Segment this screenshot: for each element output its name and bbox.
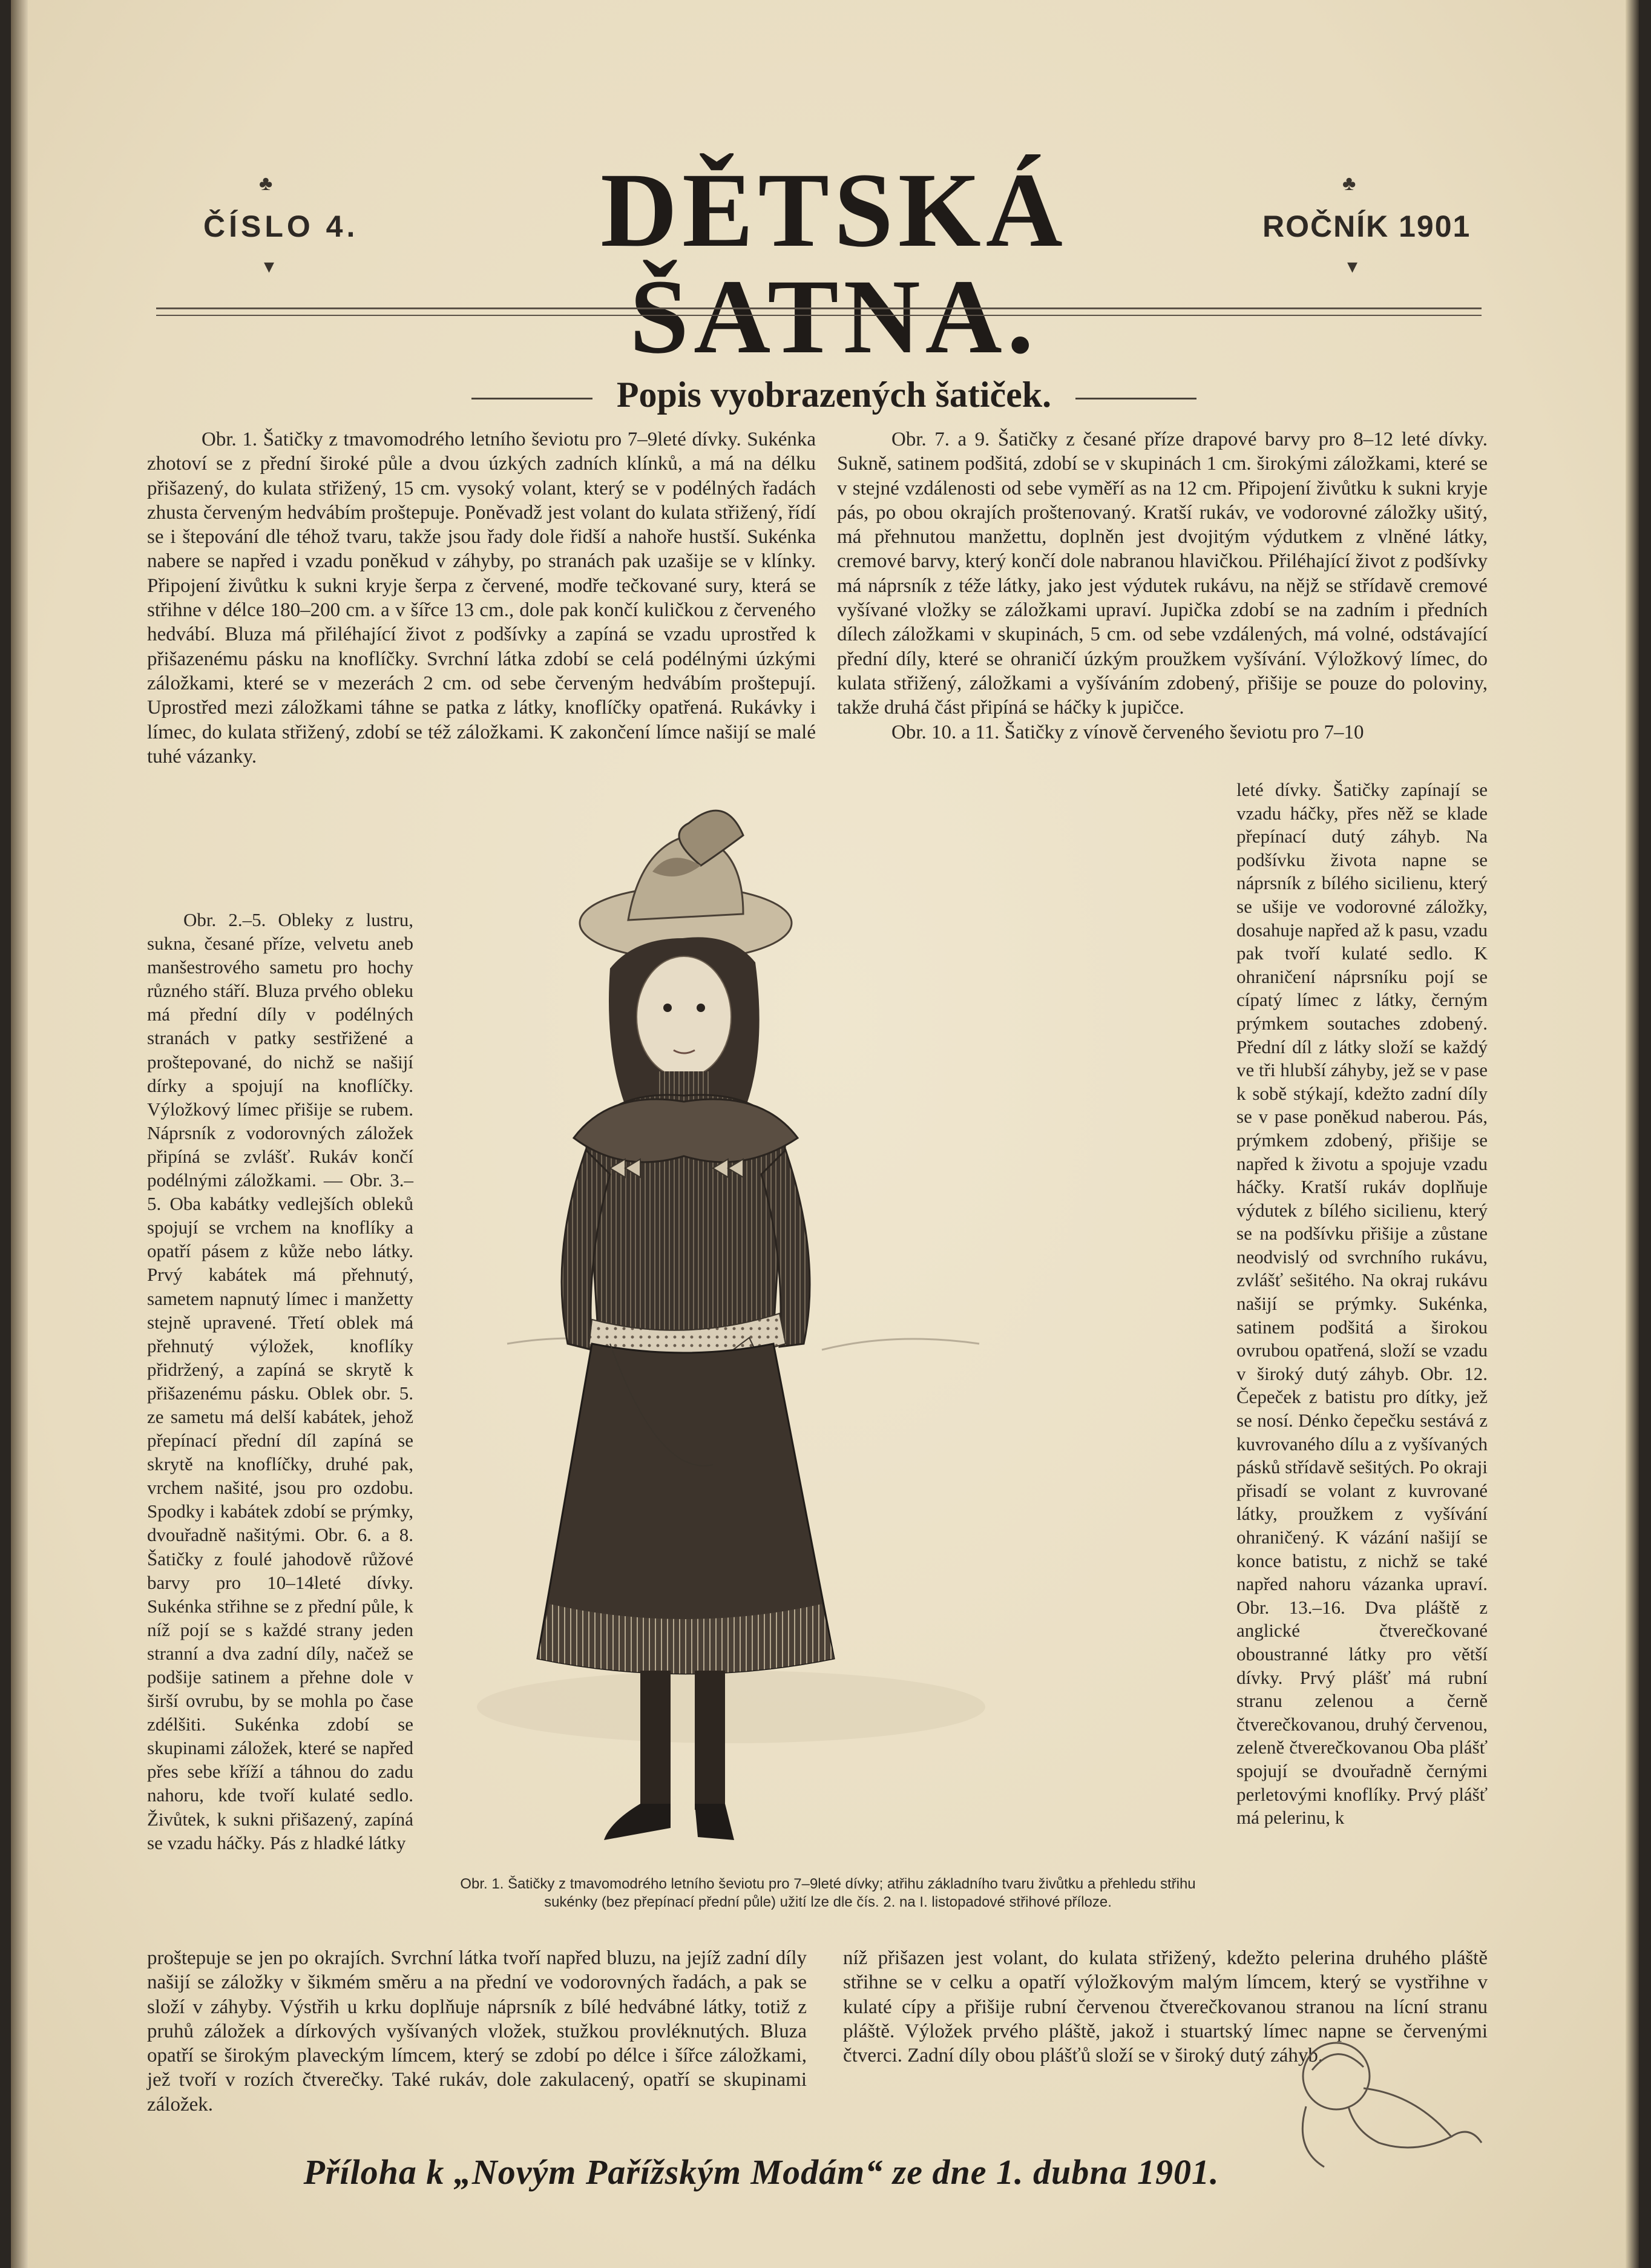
volume-year: ROČNÍK 1901 (1262, 209, 1471, 243)
heading-dash (471, 398, 592, 399)
paragraph: leté dívky. Šatičky zapínají se vzadu háčky, přes něž se klade přepínací dutý záhyb. Na podšívku života napne se náprsník z bílého sicilienu, který se ušije ve vodorovné záložky, dosahuje napřed až k pasu, vzadu pak tvoří kulaté sedlo. K ohraničení náprsníku pojí se cípatý límec z látky, černým prýmkem soutaches zdobený. Přední díl z látky složí se každý ve tři hlubší záhyby, jež se v pase k sobě stýkají, kdežto zadní díly se v pase poněkud naberou. Pás, prýmkem zdobený, přišije se napřed k životu a spojuje vzadu háčky. Kratší rukáv doplňuje výdutek z bílého sicilienu, který se na podšívku přišije a zůstane neodvislý od svrchního rukávu, zvlášť sešitého. Na okraj rukávu našijí se prýmky. Sukénka, satinem podšitá a širokou ovrubou opatřená, složí se vzadu v široký dutý záhyb. Obr. 12. Čepeček z batistu pro dítky, jež se nosí. Dénko čepečku sestává z kuvrovaného dílu a z vyšívaných pásků střídavě sešitých. Po okraji přisadí se volant z kuvrované látky, proužkem z vyšívání ohraničený. K vázání našijí se konce batistu, z nichž se také napřed nahoru vázanka upraví. Obr. 13.–16. Dva pláště z anglické čtverečkované oboustranné látky pro větší dívky. Prvý plášť má rubní stranu zelenou a černě čtverečkovanou, druhý červenou, zeleně čtverečkovanou Oba plášť spojují se dvouřadně černými perletovými knoflíky. Prvý plášť má pelerinu, k (1236, 779, 1488, 1829)
issue-number: ČÍSLO 4. (203, 209, 359, 243)
article-column-left-narrow (147, 908, 413, 1855)
paragraph: Obr. 10. a 11. Šatičky z vínově červeného ševiotu pro 7–10 (891, 721, 1364, 743)
article-column-right (837, 427, 1488, 744)
page-edge (1626, 0, 1639, 2268)
article-column-left (147, 427, 816, 769)
ornament-icon: ▾ (264, 255, 275, 278)
paragraph: proštepuje se jen po okrajích. Svrchní látka tvoří napřed bluzu, na jejíž zadní díly našijí se záložky v šikmém směru a na přední ve vodorovných řadách, a pak se složí v záhyby. Výstřih u krku doplňuje náprsník z bílé hedvábné látky, totiž z pruhů záložek a dírkových vyšívaných vložek, stužkou provléknutých. Bluza opatří se širokým plaveckým límcem, který se zdobí po délce i šířce záložkami, jež tvoří v rozích čtverečky. Také rukáv, dole zakulacený, opatří se skupinami záložek. (147, 1947, 807, 2115)
binding-spine (11, 0, 28, 2268)
article-column-right-narrow (1236, 778, 1488, 1830)
ornament-icon: ▾ (1347, 255, 1358, 278)
ornament-icon: ♣ (1342, 173, 1356, 195)
heading-dash (1075, 398, 1196, 399)
paragraph: Obr. 1. Šatičky z tmavomodrého letního ševiotu pro 7–9leté dívky. Sukénka zhotoví se z přední široké půle a dvou úzkých zadních klínků, a má na délku přišazený, do kulata střižený, 15 cm. vysoký volant, který se v podélných řadách zhusta červeným hedvábím proštepuje. Poněvadž jest volant do kulata střižený, řídí se i štepování dle téhož tvaru, takže jsou řady dole řidší a nahoře hustší. Sukénka nabere se napřed i vzadu poněkud v záhyby, po stranách pak uzašije se v klínky. Připojení živůtku k sukni kryje šerpa z červené, modře tečkované sury, která se střihne v délce 180–200 cm. a v šířce 13 cm., dole pak končí kuličkou z červeného hedvábí. Bluza má přiléhající život z podšívky a zapíná se vzadu uprostřed k přišazenému pásku na knoflíčky. Svrchní látka zdobí se celá podélnými úzkými záložkami, které se v mezerách 2 cm. od sebe červeným hedvábím proštepují. Uprostřed mezi záložkami táhne se patka z látky, knoflíčky opatřená. Rukávky i límec, do kulata střižený, zdobí se též záložkami. K zakončení límce našijí se malé tuhé vázanky. (147, 429, 816, 768)
section-heading-text: Popis vyobrazených šatiček. (616, 375, 1052, 415)
header-rule (156, 307, 1482, 309)
ornament-icon: ♣ (259, 173, 273, 195)
paragraph: Obr. 7. a 9. Šatičky z česané příze drapové barvy pro 8–12 leté dívky. Sukně, satinem podšitá, zdobí se v skupinách 1 cm. širokými záložkami, které se v stejné vzdálenosti od sebe vyměří as na 12 cm. Připojení živůtku k sukni kryje pás, po obou okrajích prošteпovaný. Kratší rukáv, ve vodorovné záložky ušitý, má přehnutou manžettu, doplněn jest dvojitým výdutkem z vlněné látky, cremové barvy, který končí dole nabranou hlavičkou. Přiléhající život z podšívky má náprsník z téže látky, jako jest výdutek rukávu, na nějž se střídavě cremové vyšívané vložky se záložkami upraví. Jupička zdobí se na zadním i předních dílech záložkami v skupinách, 5 cm. od sebe vzdálených, má volné, odstávající přední díly, které se ohraničí úzkým proužkem vyšívání. Výložkový límec, do kulata střižený, záložkami a vyšíváním zdobený, přišije se pouze do poloviny, takže druhá část připíná se háčky k jupičce. (837, 429, 1488, 719)
masthead-title: DĚTSKÁ ŠATNA. (600, 151, 1068, 376)
illustration-caption: Obr. 1. Šatičky z tmavomodrého letního ševiotu pro 7–9leté dívky; atřihu základního tvaru živůtku a přehledu střihu sukénky (bez přepínací přední půle) užití lze dle čís. 2. na I. listopadové střihové příloze. (460, 1876, 1196, 1910)
section-heading (422, 374, 1246, 416)
header-rule (156, 315, 1482, 316)
paragraph: Obr. 2.–5. Obleky z lustru, sukna, česané příze, velvetu aneb manšestrového sametu pro hochy různého stáří. Bluza prvého obleku má přední díly v podélných stranách v patky sestřižené a proštepované, do nichž se našijí dírky a spojují na knoflíčky. Výložkový límec přišije se rubem. Náprsník z vodorovných záložek připíná se zvlášť. Rukáv končí podélnými záložkami. — Obr. 3.–5. Oba kabátky vedlejších obleků spojují se vrchem na knoflíky a opatří pásem z kůže nebo látky. Prvý kabátek má přehnutý, sametem napnutý límec i manžetty stejně upravené. Třetí oblek má přehnutý výložek, knoflíky přidržený, a zapíná se skrytě k přišazenému pásku. Oblek obr. 5. ze sametu má delší kabátek, jehož přepínací přední díl zapíná se skrytě na knoflíčky, druhé pak, vrchem našité, jsou pro ozdobu. Spodky i kabátek zdobí se prýmky, dvouřadně našitými. Obr. 6. a 8. Šatičky z foulé jahodově růžové barvy pro 10–14leté dívky. Sukénka střihne se z přední půle, k níž pojí se s každé strany jeden stranní a dva zadní díly, načež se podšije satinem a přehne dole v širší ovrubu, by se mohla po čase zdélšiti. Sukénka zdobí se skupinami záložek, které se napřed přes sebe kříží a táhnou do zadu nahoru, kde tvoří kulaté sedlo. Živůtek, k sukni přišazený, zapíná se vzadu háčky. Pás z hladké látky (147, 909, 413, 1853)
girl-dress-illustration (459, 799, 1003, 1876)
magazine-page (11, 0, 1639, 2268)
paragraph: níž přišazen jest volant, do kulata střižený, kdežto pelerina druhého pláště střihne se v celku a opatří výložkovým malým límcem, který se vystřihne v kulaté cípy a přišije rubní červenou čtverečkovanou stranou na lícní stranu pláště. Výložek prvého pláště, jakož i stuartský límec napne se červenými čtverci. Zadní díly obou plášťů složí se v široký dutý záhyb. (843, 1947, 1488, 2067)
article-column-left-bottom (147, 1946, 807, 2117)
footer-supplement-line: Příloha k „Novým Pařížským Modám“ ze dne 1. dubna 1901. (303, 2152, 1219, 2192)
